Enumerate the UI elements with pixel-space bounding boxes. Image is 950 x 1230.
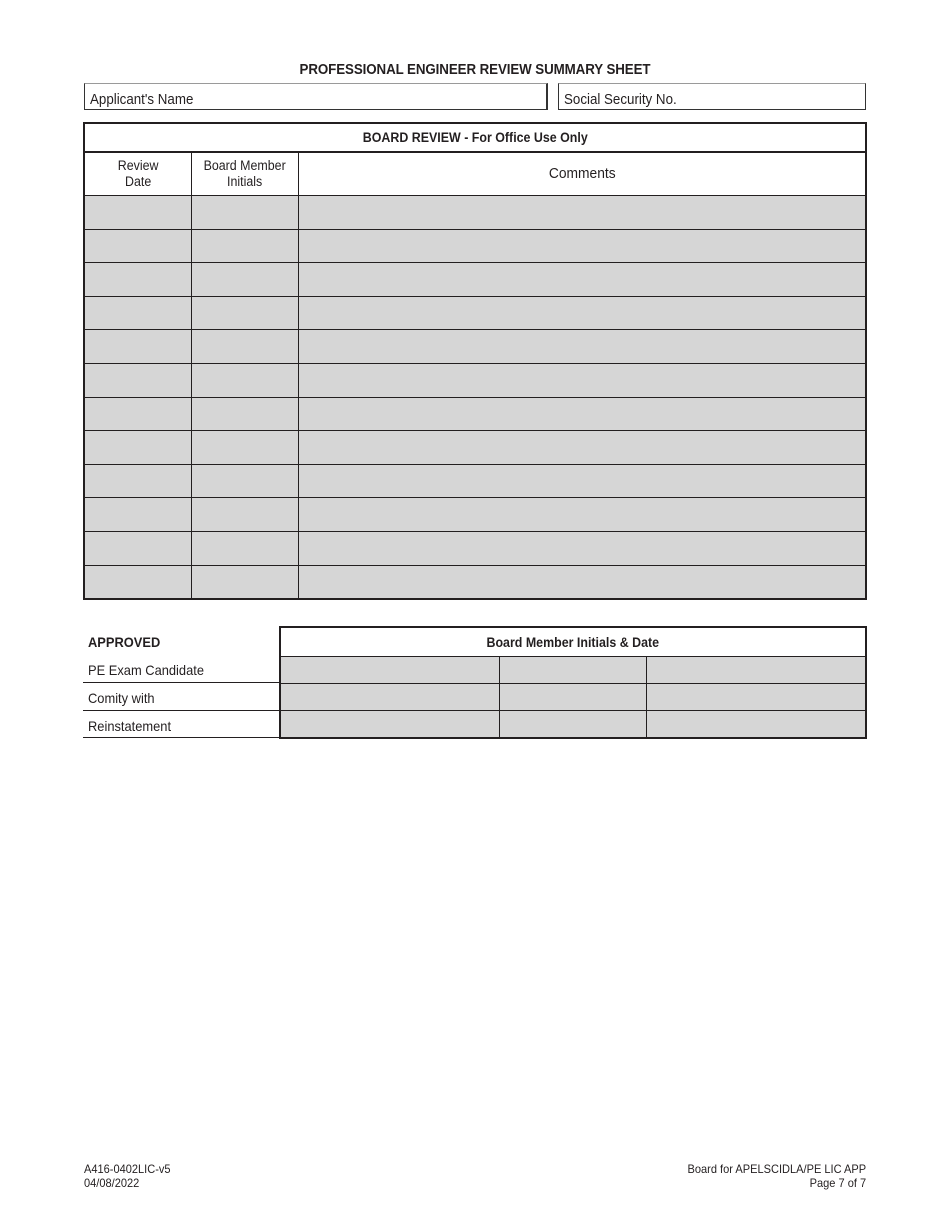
pe-exam-initials-cell-1[interactable] <box>280 657 500 684</box>
review-comments-cell[interactable] <box>299 296 867 330</box>
review-initials-cell[interactable] <box>192 363 299 397</box>
applicant-name-field[interactable] <box>84 83 548 110</box>
review-initials-cell[interactable] <box>192 397 299 431</box>
table-row <box>84 565 866 599</box>
pe-exam-initials-cell-3[interactable] <box>646 657 866 684</box>
review-initials-cell[interactable] <box>192 229 299 263</box>
review-initials-cell[interactable] <box>192 565 299 599</box>
header-board-member-initials: Board Member Initials <box>192 152 299 196</box>
review-initials-cell[interactable] <box>192 296 299 330</box>
reinstatement-initials-cell-2[interactable] <box>500 711 646 739</box>
footer-left <box>84 1162 171 1190</box>
review-comments-cell[interactable] <box>299 229 867 263</box>
grid-header: Board Member Initials & Date <box>280 627 866 657</box>
form-id: A416-0402LIC-v5 <box>84 1162 171 1176</box>
footer-right <box>687 1162 866 1190</box>
review-initials-cell[interactable] <box>192 498 299 532</box>
review-comments-cell[interactable] <box>299 263 867 297</box>
table-row <box>84 464 866 498</box>
review-review-date-cell[interactable] <box>84 565 192 599</box>
review-initials-cell[interactable] <box>192 464 299 498</box>
table-row <box>84 363 866 397</box>
review-comments-cell[interactable] <box>299 498 867 532</box>
comity-initials-cell-2[interactable] <box>500 684 646 711</box>
review-comments-cell[interactable] <box>299 196 867 230</box>
header-comments: Comments <box>299 152 867 196</box>
reinstatement-initials-cell-3[interactable] <box>646 711 866 739</box>
divider <box>83 710 280 711</box>
comity-initials-cell-3[interactable] <box>646 684 866 711</box>
review-review-date-cell[interactable] <box>84 464 192 498</box>
page-title: PROFESSIONAL ENGINEER REVIEW SUMMARY SHEET <box>299 62 651 78</box>
header-review-date: Review Date <box>84 152 192 196</box>
review-review-date-cell[interactable] <box>84 397 192 431</box>
table-row <box>84 498 866 532</box>
review-review-date-cell[interactable] <box>84 330 192 364</box>
review-initials-cell[interactable] <box>192 431 299 465</box>
ssn-label: Social Security No. <box>564 92 677 108</box>
review-comments-cell[interactable] <box>299 330 867 364</box>
board-review-banner: BOARD REVIEW - For Office Use Only <box>84 123 866 152</box>
approved-heading: APPROVED <box>88 634 161 650</box>
table-row <box>84 431 866 465</box>
form-date: 04/08/2022 <box>84 1176 140 1190</box>
table-row <box>84 296 866 330</box>
approved-label-comity: Comity with <box>88 690 155 706</box>
review-review-date-cell[interactable] <box>84 531 192 565</box>
review-review-date-cell[interactable] <box>84 263 192 297</box>
applicant-name-label: Applicant's Name <box>90 92 194 108</box>
review-comments-cell[interactable] <box>299 363 867 397</box>
table-row <box>84 397 866 431</box>
divider <box>83 682 280 683</box>
ssn-field[interactable] <box>558 83 866 110</box>
board-review-table <box>83 122 867 600</box>
table-row <box>84 531 866 565</box>
review-review-date-cell[interactable] <box>84 229 192 263</box>
board-name: Board for APELSCIDLA/PE LIC APP <box>687 1162 866 1176</box>
reinstatement-initials-cell-1[interactable] <box>280 711 500 739</box>
review-comments-cell[interactable] <box>299 531 867 565</box>
review-comments-cell[interactable] <box>299 397 867 431</box>
table-row <box>84 229 866 263</box>
approved-label-pe-exam: PE Exam Candidate <box>88 662 204 678</box>
review-initials-cell[interactable] <box>192 263 299 297</box>
pe-exam-initials-cell-2[interactable] <box>500 657 646 684</box>
table-row <box>84 196 866 230</box>
board-member-initials-date-grid <box>279 626 867 739</box>
comity-initials-cell-1[interactable] <box>280 684 500 711</box>
review-comments-cell[interactable] <box>299 565 867 599</box>
approved-label-reinstatement: Reinstatement <box>88 718 172 734</box>
review-comments-cell[interactable] <box>299 464 867 498</box>
review-review-date-cell[interactable] <box>84 196 192 230</box>
review-initials-cell[interactable] <box>192 330 299 364</box>
review-review-date-cell[interactable] <box>84 296 192 330</box>
page-number: Page 7 of 7 <box>809 1176 866 1190</box>
review-initials-cell[interactable] <box>192 196 299 230</box>
review-review-date-cell[interactable] <box>84 431 192 465</box>
table-row <box>84 263 866 297</box>
review-review-date-cell[interactable] <box>84 363 192 397</box>
review-initials-cell[interactable] <box>192 531 299 565</box>
review-comments-cell[interactable] <box>299 431 867 465</box>
divider <box>83 737 280 738</box>
table-row <box>84 330 866 364</box>
review-review-date-cell[interactable] <box>84 498 192 532</box>
